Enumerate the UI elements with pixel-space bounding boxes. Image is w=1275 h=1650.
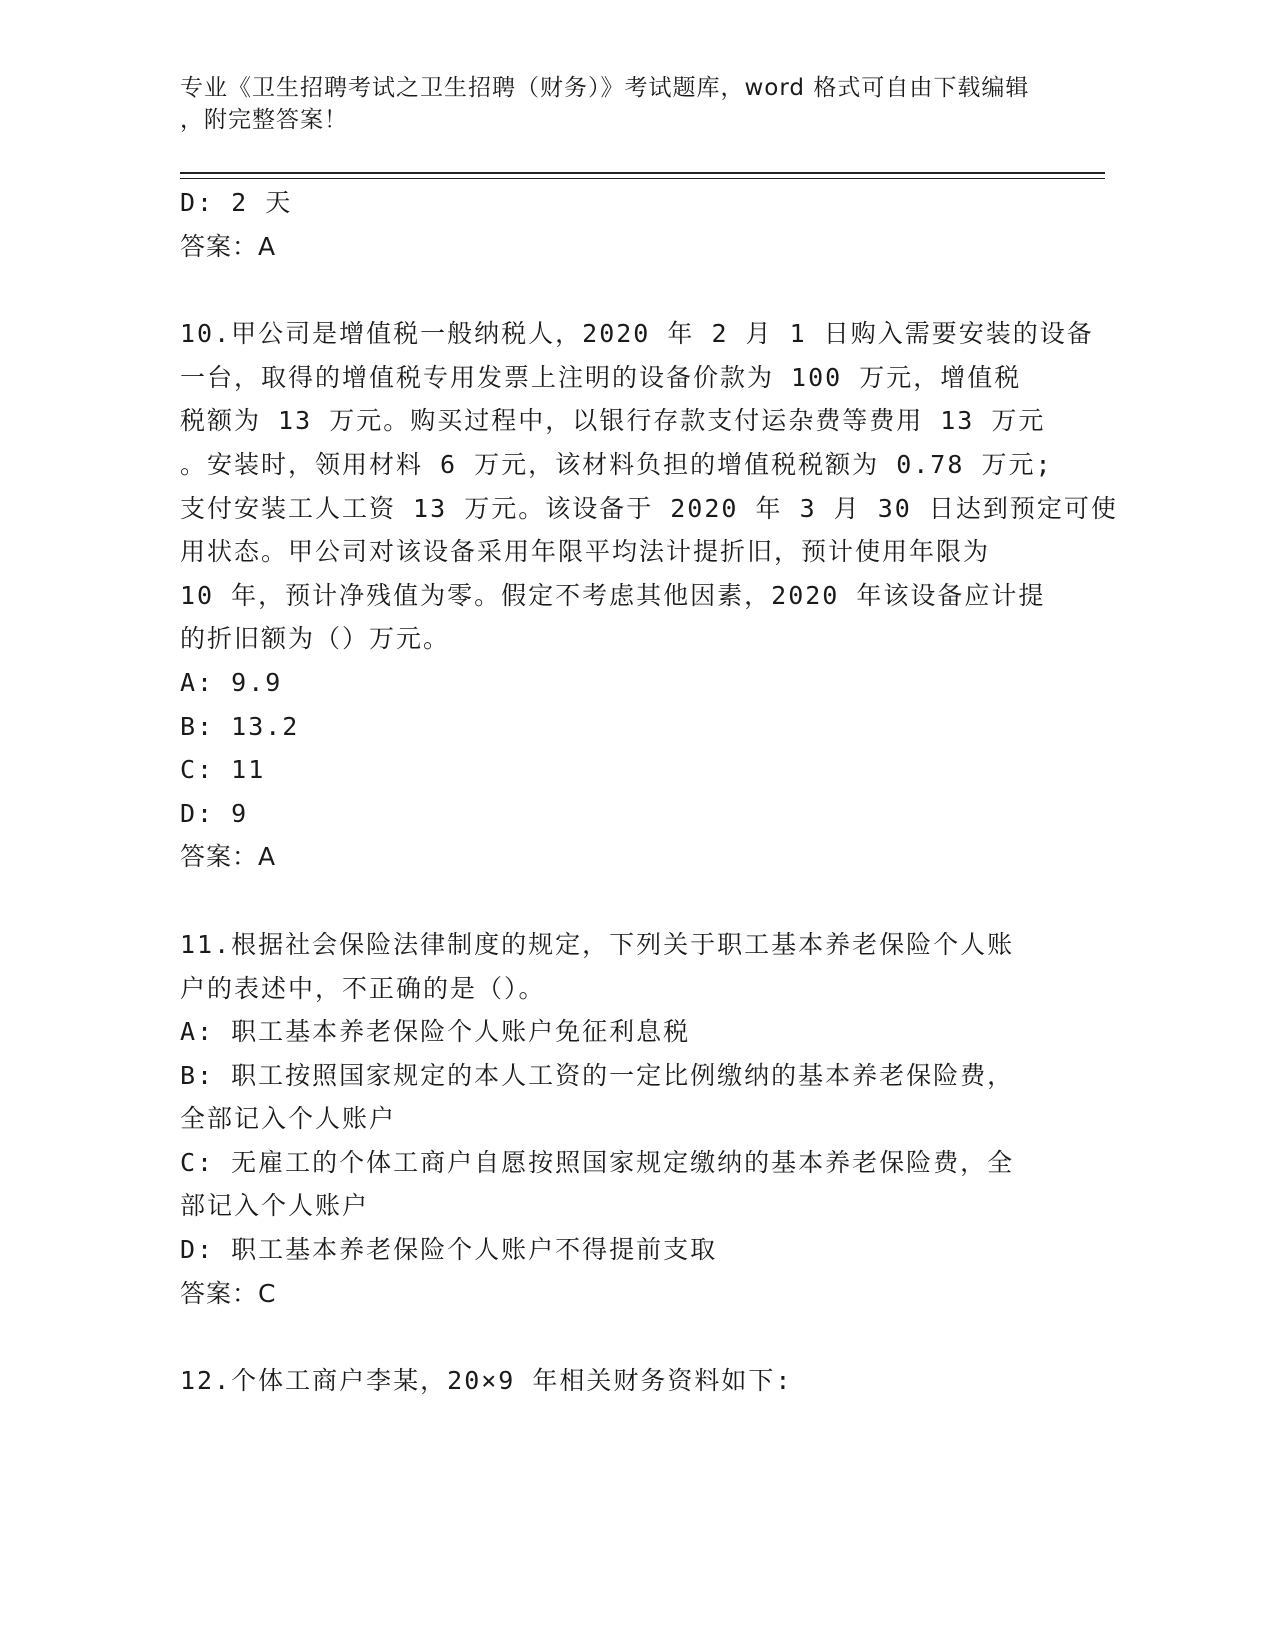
spacer	[180, 1315, 1080, 1359]
question-text-line: 支付安装工人工资 13 万元。该设备于 2020 年 3 月 30 日达到预定可使	[180, 493, 1118, 523]
option-c: C: 无雇工的个体工商户自愿按照国家规定缴纳的基本养老保险费，全	[180, 1147, 1015, 1177]
header-divider-thick	[180, 172, 1105, 174]
question-text-line: 11.根据社会保险法律制度的规定，下列关于职工基本养老保险个人账	[180, 929, 1015, 959]
answer: 答案：A	[180, 842, 277, 872]
spacer	[180, 879, 1080, 923]
previous-question-tail	[180, 181, 1080, 268]
option-c: C: 11	[180, 755, 266, 785]
option-b: B: 13.2	[180, 711, 300, 741]
option-b-continued: 全部记入个人账户	[180, 1104, 397, 1134]
header-divider-thin	[180, 178, 1105, 179]
question-10	[180, 312, 1118, 879]
question-text-line: 10.甲公司是增值税一般纳税人，2020 年 2 月 1 日购入需要安装的设备	[180, 319, 1094, 349]
option-a: A: 职工基本养老保险个人账户免征利息税	[180, 1017, 691, 1047]
question-text-line: 12.个体工商户李某，20×9 年相关财务资料如下:	[180, 1366, 793, 1396]
question-11	[180, 923, 1080, 1315]
answer: 答案：A	[180, 231, 277, 261]
header-line-1: 专业《卫生招聘考试之卫生招聘（财务）》考试题库，word 格式可自由下载编辑	[180, 75, 1030, 101]
option-b: B: 职工按照国家规定的本人工资的一定比例缴纳的基本养老保险费，	[180, 1060, 1015, 1090]
question-text-line: 税额为 13 万元。购买过程中，以银行存款支付运杂费等费用 13 万元	[180, 406, 1046, 436]
answer: 答案：C	[180, 1278, 277, 1308]
option-d: D: 9	[180, 798, 249, 828]
spacer	[180, 268, 1080, 312]
question-text-line: 10 年，预计净残值为零。假定不考虑其他因素，2020 年该设备应计提	[180, 580, 1046, 610]
option-d: D: 职工基本养老保险个人账户不得提前支取	[180, 1235, 718, 1265]
question-text-line: 的折旧额为（）万元。	[180, 624, 451, 654]
question-text-line: 一台，取得的增值税专用发票上注明的设备价款为 100 万元，增值税	[180, 362, 1022, 392]
option-c-continued: 部记入个人账户	[180, 1191, 370, 1221]
option-d: D: 2 天	[180, 188, 293, 217]
question-12	[180, 1359, 1080, 1403]
option-a: A: 9.9	[180, 667, 283, 697]
document-body	[180, 181, 1118, 1403]
question-text-line: 用状态。甲公司对该设备采用年限平均法计提折旧，预计使用年限为	[180, 537, 991, 567]
header-line-2: ，附完整答案！	[180, 107, 348, 133]
question-text-line: 。安装时，领用材料 6 万元，该材料负担的增值税税额为 0.78 万元;	[180, 449, 1053, 479]
question-text-line: 户的表述中，不正确的是（）。	[180, 973, 546, 1003]
page-header	[180, 72, 1060, 136]
